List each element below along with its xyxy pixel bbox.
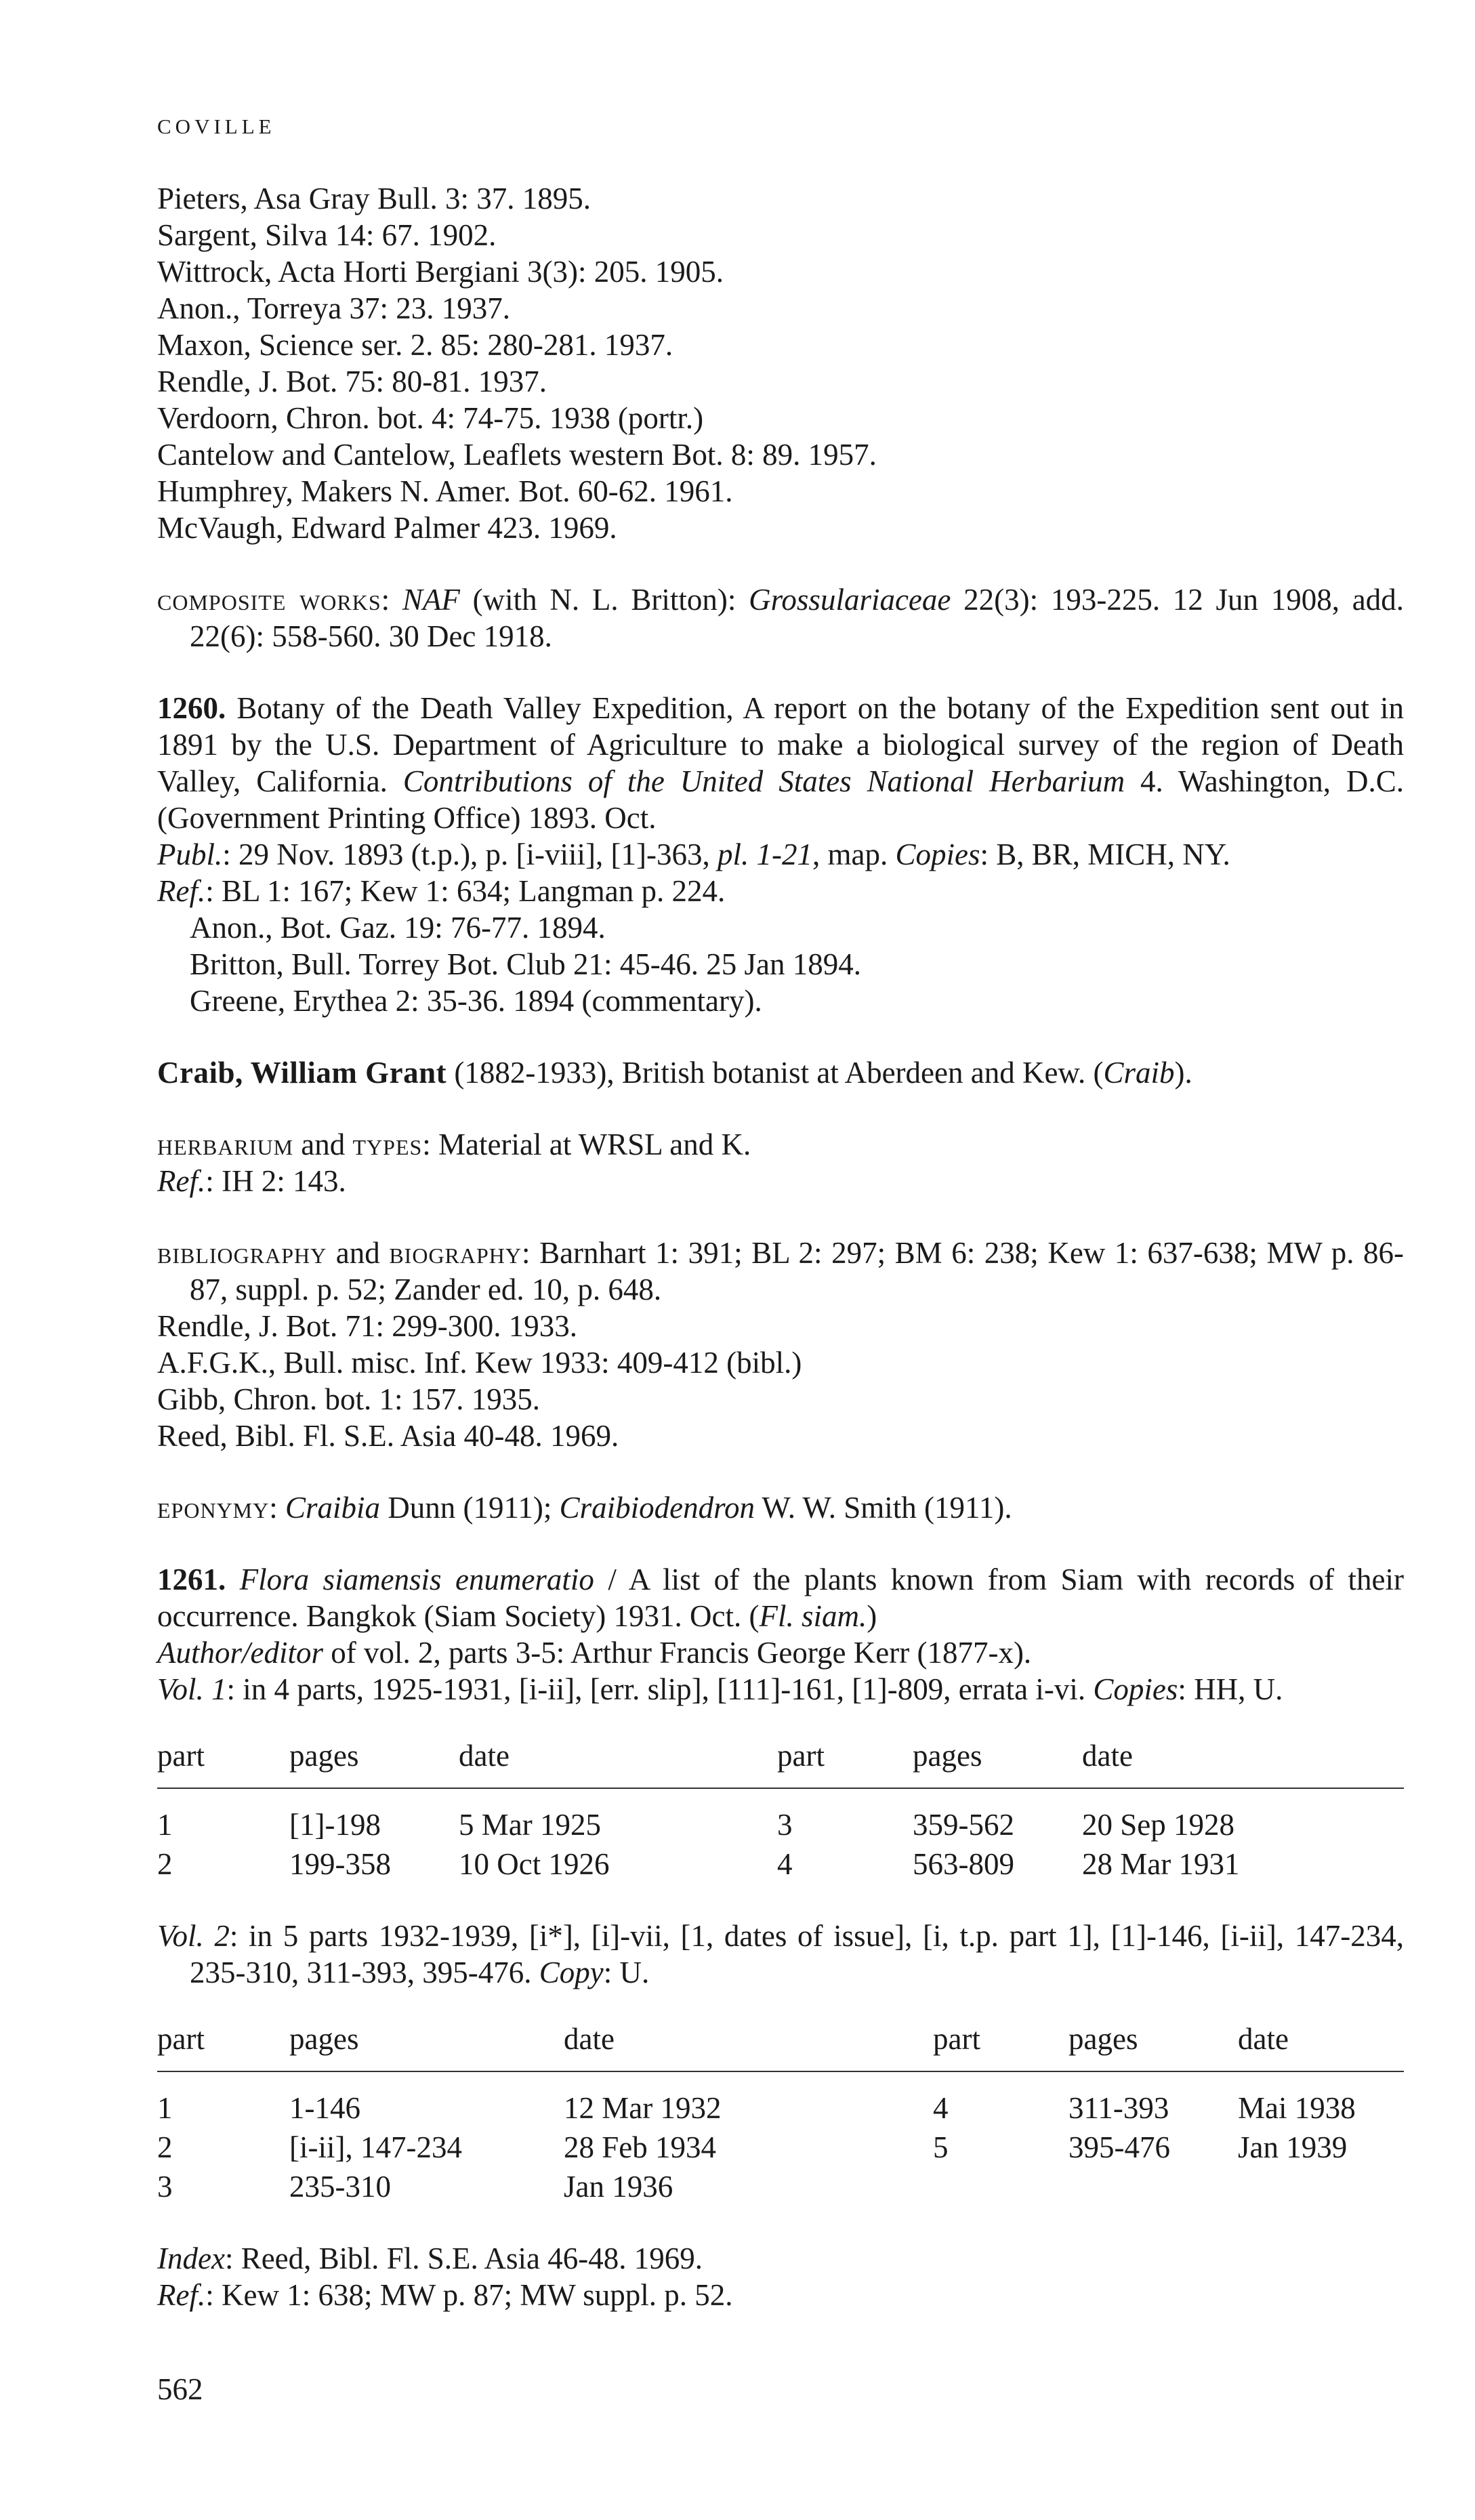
running-head: COVILLE bbox=[157, 115, 276, 138]
table-cell: 199-358 bbox=[289, 1847, 391, 1881]
table-cell: 5 Mar 1925 bbox=[459, 1808, 601, 1842]
entry-text: 4. Washington, D.C. (Government Printing Office) 1893. Oct. bbox=[157, 764, 1404, 835]
table-header-row bbox=[157, 1737, 1404, 1788]
entry-text: Botany of the Death Valley Expedition, A report on the botany of the Expedition sent out in 1891 by the U.S. Department of Agriculture to make a biological survey of the region of Death Valley, California. bbox=[157, 691, 1404, 798]
vol2-parts-table bbox=[157, 2021, 1404, 2205]
vol-label: Vol. 2 bbox=[157, 1919, 230, 1953]
table-cell: 4 bbox=[777, 1847, 793, 1881]
eponymy-line bbox=[157, 1489, 1404, 1526]
table-row bbox=[157, 2126, 1404, 2166]
herbarium-section bbox=[157, 1126, 1404, 1199]
ref-label: Ref. bbox=[157, 2278, 206, 2312]
eponymy-genus: Craibiodendron bbox=[559, 1491, 755, 1525]
entry-1260-publ bbox=[157, 836, 1404, 873]
bibliography-section bbox=[157, 1235, 1404, 1454]
page-number: 562 bbox=[157, 2372, 203, 2406]
author-editor-line bbox=[157, 1634, 1404, 1671]
column-header: part bbox=[157, 1737, 289, 1788]
entry-1261-ref bbox=[157, 2277, 1404, 2313]
table-cell: 5 bbox=[933, 2130, 949, 2164]
column-header: part bbox=[777, 1737, 913, 1788]
table-cell: Mai 1938 bbox=[1238, 2091, 1356, 2125]
column-header: part bbox=[157, 2021, 289, 2071]
herbarium-label: herbarium bbox=[157, 1128, 294, 1161]
eponymy-text: Dunn (1911); bbox=[380, 1491, 560, 1525]
copy-label: Copy bbox=[539, 1956, 604, 1989]
ref-line: Anon., Torreya 37: 23. 1937. bbox=[157, 291, 510, 325]
eponymy-text: W. W. Smith (1911). bbox=[754, 1491, 1012, 1525]
composite-naf: NAF bbox=[402, 583, 460, 617]
column-header: part bbox=[933, 2021, 1068, 2071]
column-header: date bbox=[1238, 2021, 1404, 2071]
vol1-parts-table bbox=[157, 1737, 1404, 1882]
table-cell bbox=[1238, 2166, 1404, 2205]
ref-line: Cantelow and Cantelow, Leaflets western Bot. 8: 89. 1957. bbox=[157, 438, 877, 472]
copies-text: : HH, U. bbox=[1178, 1672, 1283, 1706]
table-cell bbox=[1068, 2166, 1238, 2205]
ref-line: Wittrock, Acta Horti Bergiani 3(3): 205. 1905. bbox=[157, 255, 724, 289]
author-text: ). bbox=[1174, 1056, 1192, 1090]
table-cell: 28 Feb 1934 bbox=[564, 2130, 716, 2164]
table-cell: 311-393 bbox=[1068, 2091, 1169, 2125]
ref-line: Pieters, Asa Gray Bull. 3: 37. 1895. bbox=[157, 182, 591, 215]
ref-text: : IH 2: 143. bbox=[205, 1164, 346, 1198]
table-row bbox=[157, 1788, 1404, 1843]
publ-label: Publ. bbox=[157, 838, 223, 871]
eponymy-sep: : bbox=[269, 1491, 285, 1525]
entry-text: / A list of the plants known from Siam with records of their occurrence. Bangkok (Siam Society) 1931. Oct. ( bbox=[157, 1563, 1404, 1633]
table-cell: 1 bbox=[157, 2091, 173, 2125]
entry-number: 1261. bbox=[157, 1563, 226, 1596]
vol-text: : in 4 parts, 1925-1931, [i-ii], [err. slip], [111]-161, [1]-809, errata i-vi. bbox=[226, 1672, 1094, 1706]
types-label: types bbox=[352, 1128, 423, 1161]
entry-number: 1260. bbox=[157, 691, 226, 725]
bibliography-line bbox=[157, 1235, 1404, 1308]
copies-text: : B, BR, MICH, NY. bbox=[980, 838, 1230, 871]
table-row bbox=[157, 1843, 1404, 1882]
composite-text: (with N. L. Britton): bbox=[459, 583, 749, 617]
table-cell: 12 Mar 1932 bbox=[564, 2091, 722, 2125]
table-cell: 563-809 bbox=[913, 1847, 1014, 1881]
table-cell: 4 bbox=[933, 2091, 949, 2125]
bibliography-text: : Barnhart 1: 391; BL 2: 297; BM 6: 238; Kew 1: 637-638; MW p. 86-87, suppl. p. 52; Zander ed. 10, p. 648. bbox=[190, 1236, 1404, 1306]
ref-line: McVaugh, Edward Palmer 423. 1969. bbox=[157, 511, 617, 545]
vol-label: Vol. 1 bbox=[157, 1672, 227, 1706]
ref-text: : BL 1: 167; Kew 1: 634; Langman p. 224. bbox=[205, 874, 726, 908]
author-editor-label: Author/editor bbox=[157, 1636, 323, 1670]
bibliography-and: and bbox=[327, 1236, 390, 1270]
composite-works: composite works: NAF (with N. L. Britton): Grossulariaceae 22(3): 193-225. 12 Jun 1908, add. 22(6): 558-560. 30 Dec 1918. bbox=[157, 583, 1405, 653]
bib-ref: A.F.G.K., Bull. misc. Inf. Kew 1933: 409-412 (bibl.) bbox=[157, 1346, 802, 1380]
column-header: pages bbox=[289, 1737, 459, 1788]
index-text: : Reed, Bibl. Fl. S.E. Asia 46-48. 1969. bbox=[224, 2242, 703, 2275]
entry-1260 bbox=[157, 690, 1404, 1019]
column-header: date bbox=[459, 1737, 777, 1788]
copies-label: Copies bbox=[1093, 1672, 1178, 1706]
eponymy-genus: Craibia bbox=[285, 1491, 381, 1525]
ref-line: Verdoorn, Chron. bot. 4: 74-75. 1938 (portr.) bbox=[157, 401, 704, 435]
entry-1261-title bbox=[157, 1561, 1404, 1634]
table-cell: 359-562 bbox=[913, 1808, 1014, 1842]
ref-line: Humphrey, Makers N. Amer. Bot. 60-62. 1961. bbox=[157, 474, 733, 508]
column-header: date bbox=[564, 2021, 933, 2071]
ref-line: Maxon, Science ser. 2. 85: 280-281. 1937. bbox=[157, 328, 673, 362]
ref-text: : Kew 1: 638; MW p. 87; MW suppl. p. 52. bbox=[205, 2278, 733, 2312]
table-row bbox=[157, 2166, 1404, 2205]
ref-label: Ref. bbox=[157, 1164, 206, 1198]
entry-series: Contributions of the United States National Herbarium bbox=[402, 764, 1125, 798]
composite-label: composite works bbox=[157, 583, 381, 617]
herbarium-text: : Material at WRSL and K. bbox=[422, 1128, 751, 1161]
table-cell: [i-ii], 147-234 bbox=[289, 2130, 462, 2164]
table-cell bbox=[933, 2166, 1068, 2205]
index-label: Index bbox=[157, 2242, 225, 2275]
bib-ref: Rendle, J. Bot. 71: 299-300. 1933. bbox=[157, 1309, 577, 1343]
table-cell: Jan 1936 bbox=[564, 2170, 673, 2204]
bibliography-label: bibliography bbox=[157, 1236, 327, 1270]
table-cell: 235-310 bbox=[289, 2170, 391, 2204]
composite-title: Grossulariaceae bbox=[749, 583, 951, 617]
publ-text: : 29 Nov. 1893 (t.p.), p. [i-viii], [1]-363, bbox=[222, 838, 718, 871]
ref-line: Sargent, Silva 14: 67. 1902. bbox=[157, 218, 497, 252]
table-cell: 2 bbox=[157, 2130, 173, 2164]
table-cell: 20 Sep 1928 bbox=[1082, 1808, 1234, 1842]
table-cell: 1 bbox=[157, 1808, 173, 1842]
ref-label: Ref. bbox=[157, 874, 206, 908]
table-row bbox=[157, 2071, 1404, 2126]
publ-text: , map. bbox=[812, 838, 896, 871]
sub-ref: Greene, Erythea 2: 35-36. 1894 (commentary). bbox=[190, 984, 762, 1018]
table-header-row bbox=[157, 2021, 1404, 2071]
table-cell: 395-476 bbox=[1068, 2130, 1170, 2164]
author-editor-text: of vol. 2, parts 3-5: Arthur Francis George Kerr (1877-x). bbox=[323, 1636, 1032, 1670]
author-abbr: Craib bbox=[1103, 1056, 1175, 1090]
column-header: pages bbox=[289, 2021, 564, 2071]
table-cell: 2 bbox=[157, 1847, 173, 1881]
entry-1261 bbox=[157, 1561, 1404, 2313]
composite-text: 22(3): 193-225. 12 Jun 1908, add. 22(6): 558-560. 30 Dec 1918. bbox=[190, 583, 1405, 653]
biography-label: biography bbox=[389, 1236, 522, 1270]
author-heading bbox=[157, 1054, 1404, 1091]
table-cell: 3 bbox=[157, 2170, 173, 2204]
herbarium-ref bbox=[157, 1163, 1404, 1199]
page-body bbox=[157, 108, 1404, 2313]
copies-label: Copies bbox=[895, 838, 980, 871]
copy-text: : U. bbox=[603, 1956, 650, 1989]
table-cell: Jan 1939 bbox=[1238, 2130, 1348, 2164]
bib-ref: Reed, Bibl. Fl. S.E. Asia 40-48. 1969. bbox=[157, 1419, 619, 1453]
sub-ref: Britton, Bull. Torrey Bot. Club 21: 45-46. 25 Jan 1894. bbox=[190, 947, 862, 981]
ref-line: Rendle, J. Bot. 75: 80-81. 1937. bbox=[157, 365, 547, 398]
entry-abbr: Fl. siam. bbox=[759, 1599, 867, 1633]
entry-title: Flora siamensis enumeratio bbox=[239, 1563, 594, 1596]
eponymy-label: eponymy bbox=[157, 1491, 270, 1525]
herbarium-line bbox=[157, 1126, 1404, 1163]
entry-1260-title bbox=[157, 690, 1404, 836]
vol1-line bbox=[157, 1671, 1404, 1708]
index-line bbox=[157, 2240, 1404, 2277]
table-cell: 10 Oct 1926 bbox=[459, 1847, 610, 1881]
vol2-line bbox=[157, 1918, 1404, 1991]
column-header: pages bbox=[1068, 2021, 1238, 2071]
entry-1260-ref bbox=[157, 873, 1404, 909]
herbarium-and: and bbox=[293, 1128, 353, 1161]
author-name: Craib, William Grant bbox=[157, 1056, 447, 1090]
refs-top bbox=[157, 180, 1404, 546]
column-header: date bbox=[1082, 1737, 1404, 1788]
table-cell: [1]-198 bbox=[289, 1808, 381, 1842]
table-cell: 28 Mar 1931 bbox=[1082, 1847, 1240, 1881]
table-cell: 3 bbox=[777, 1808, 793, 1842]
sub-ref: Anon., Bot. Gaz. 19: 76-77. 1894. bbox=[190, 911, 606, 945]
table-cell: 1-146 bbox=[289, 2091, 360, 2125]
publ-plates: pl. 1-21 bbox=[717, 838, 812, 871]
author-text: (1882-1933), British botanist at Aberdeen and Kew. ( bbox=[446, 1056, 1104, 1090]
column-header: pages bbox=[913, 1737, 1082, 1788]
vol-text: : in 5 parts 1932-1939, [i*], [i]-vii, [1, dates of issue], [i, t.p. part 1], [1]-146, [i-ii], 147-234, 235-310, 311-393, 395-476. bbox=[190, 1919, 1404, 1989]
bib-ref: Gibb, Chron. bot. 1: 157. 1935. bbox=[157, 1382, 541, 1416]
entry-text: ) bbox=[867, 1599, 877, 1633]
